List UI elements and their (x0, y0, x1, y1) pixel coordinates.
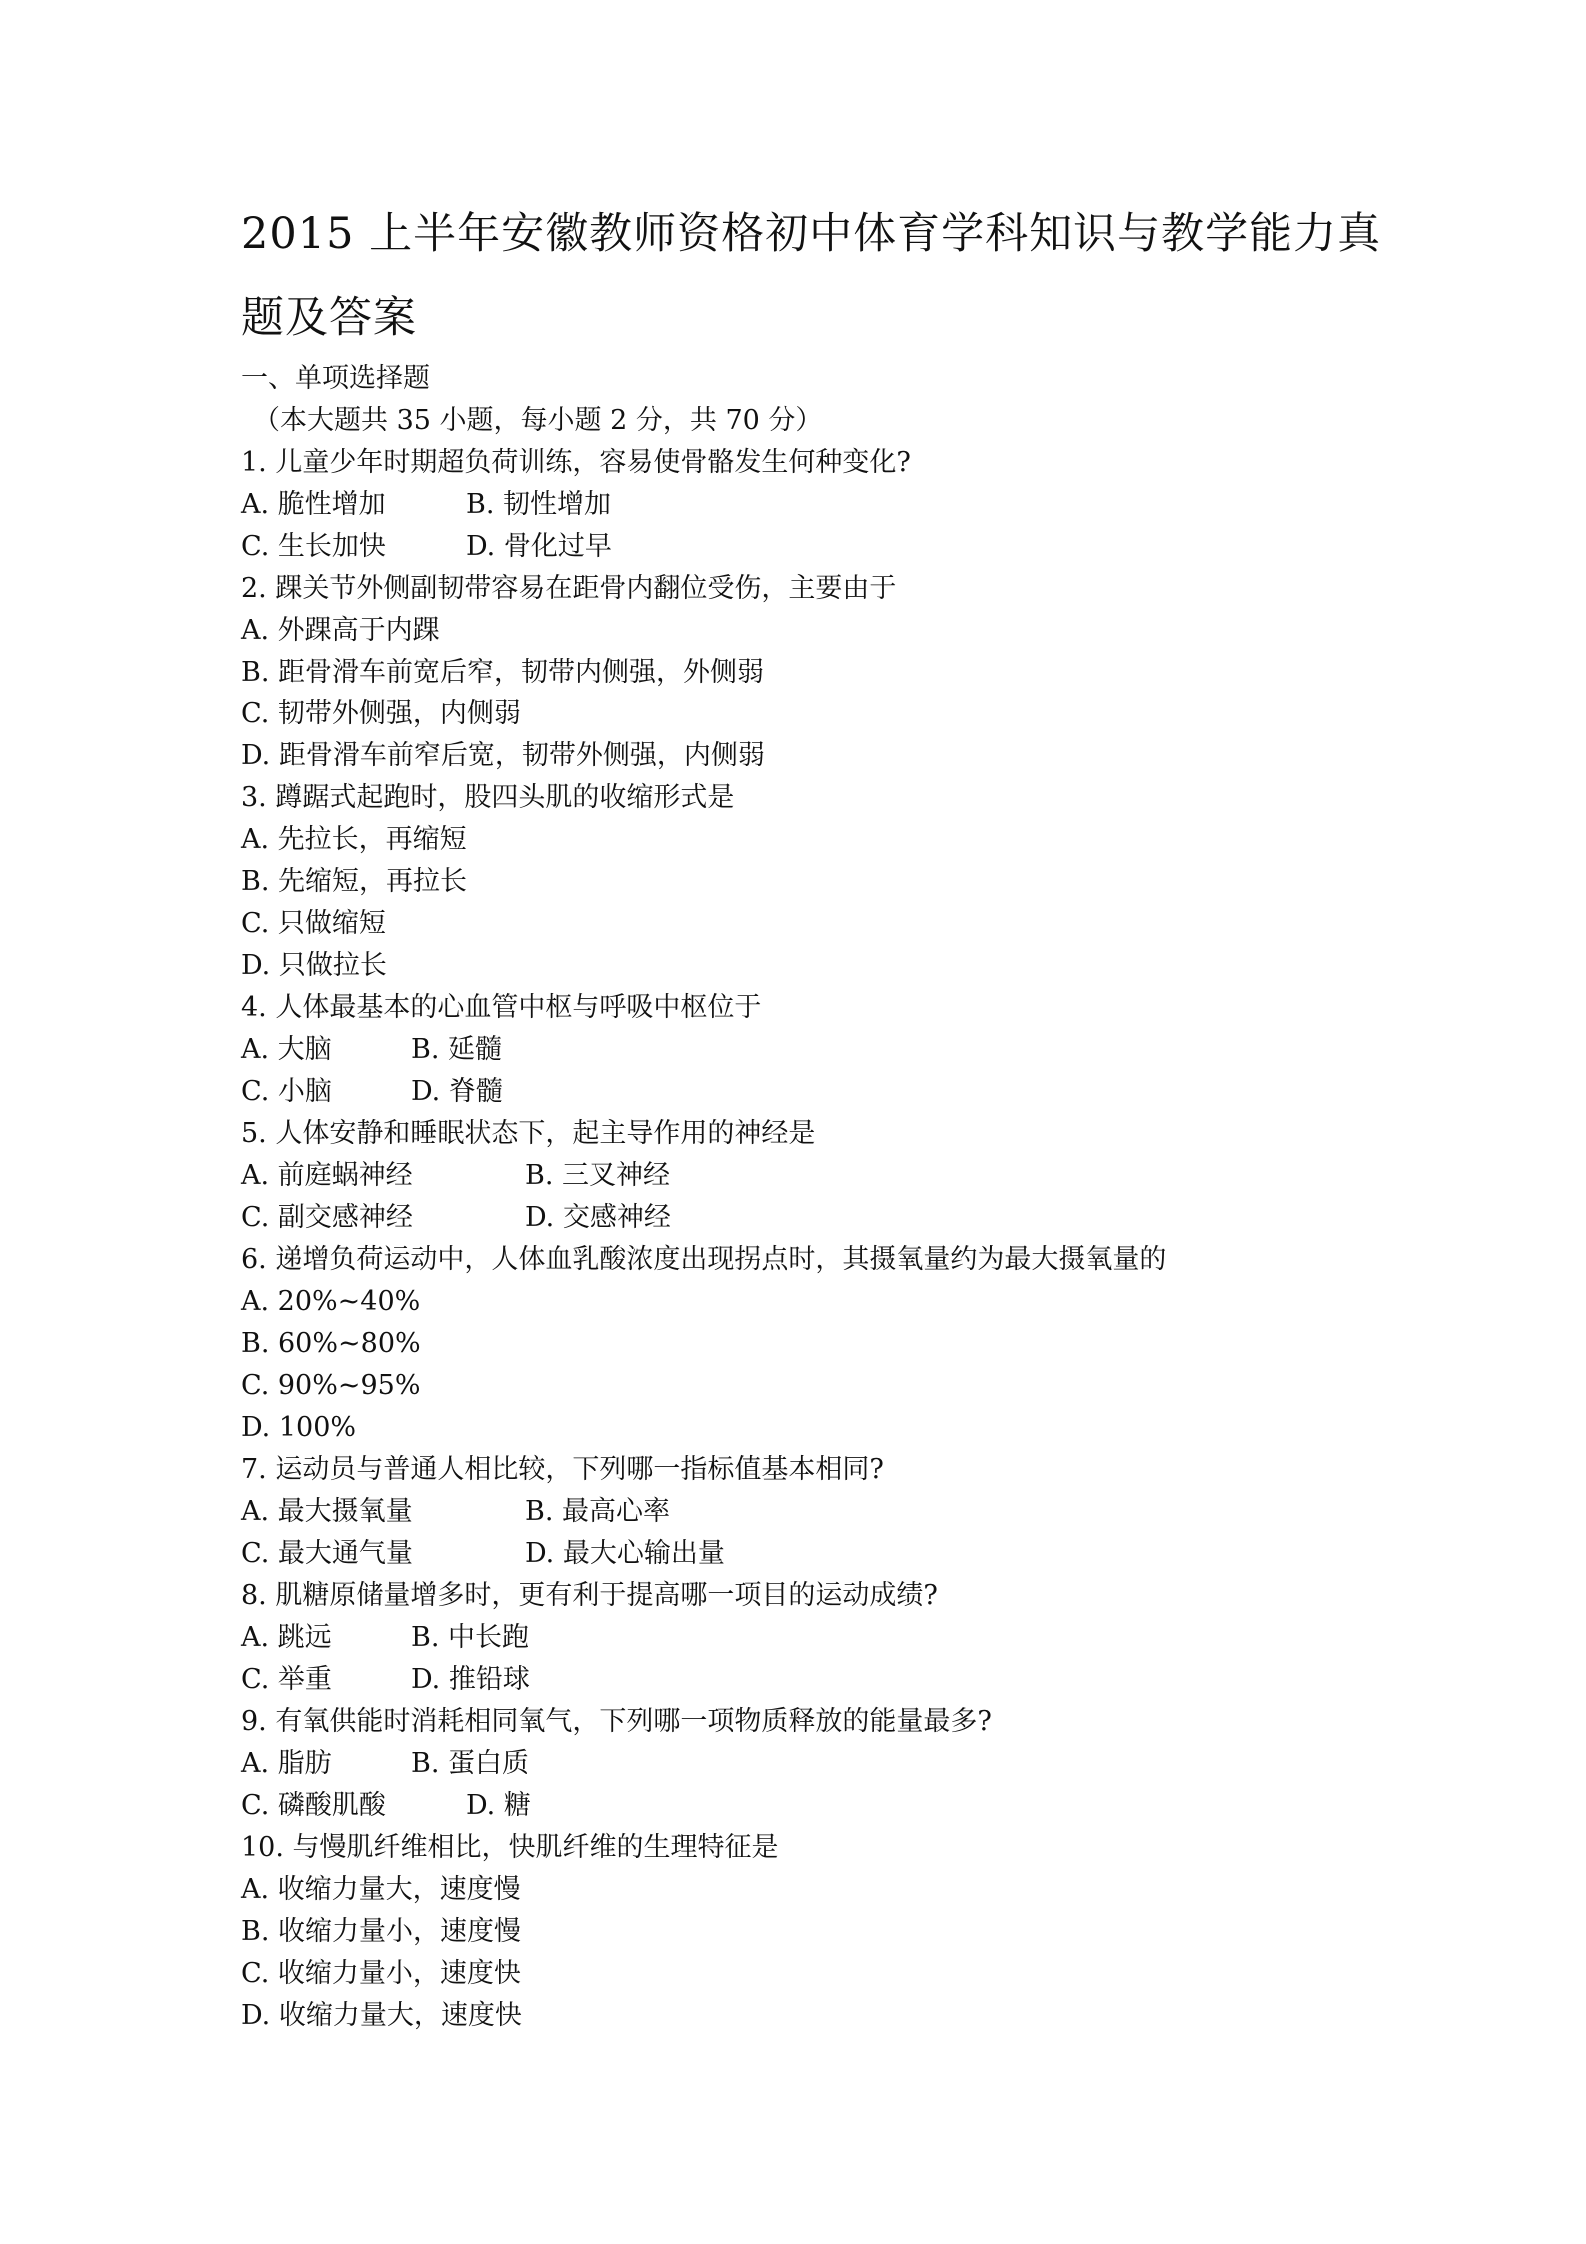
option: D. 收缩力量大，速度快 (241, 2000, 522, 2031)
section-heading: 一、单项选择题 (241, 363, 430, 394)
question-stem: 9. 有氧供能时消耗相同氧气，下列哪一项物质释放的能量最多? (241, 1706, 992, 1737)
option: D. 只做拉长 (241, 950, 387, 981)
question-stem: 3. 蹲踞式起跑时，股四头肌的收缩形式是 (241, 782, 735, 813)
question-stem: 2. 踝关节外侧副韧带容易在距骨内翻位受伤，主要由于 (241, 573, 897, 604)
question-stem: 5. 人体安静和睡眠状态下，起主导作用的神经是 (241, 1118, 816, 1149)
option-row (241, 1789, 531, 1823)
option: D. 糖 (466, 1790, 531, 1821)
option: B. 韧性增加 (466, 489, 612, 520)
option-row (241, 1747, 530, 1781)
option: C. 磷酸肌酸 (241, 1790, 386, 1821)
document-title-line-2: 题及答案 (241, 293, 417, 343)
option-row (241, 1621, 530, 1655)
option-row (241, 1159, 671, 1193)
option: B. 三叉神经 (525, 1160, 671, 1191)
option: D. 推铅球 (411, 1664, 530, 1695)
option: B. 中长跑 (411, 1622, 530, 1653)
option: D. 最大心输出量 (525, 1538, 725, 1569)
option: B. 距骨滑车前宽后窄，韧带内侧强，外侧弱 (241, 657, 765, 688)
option: A. 跳远 (241, 1622, 332, 1653)
option-row (241, 1033, 503, 1067)
option: B. 最高心率 (525, 1496, 671, 1527)
option: C. 小脑 (241, 1076, 332, 1107)
option-row (241, 1495, 671, 1529)
document-title-line-1: 2015 上半年安徽教师资格初中体育学科知识与教学能力真 (241, 209, 1382, 259)
option-row (241, 488, 612, 522)
option: A. 外踝高于内踝 (241, 615, 440, 646)
option: B. 先缩短，再拉长 (241, 866, 468, 897)
option: C. 只做缩短 (241, 908, 386, 939)
option: C. 举重 (241, 1664, 332, 1695)
question-stem: 8. 肌糖原储量增多时，更有利于提高哪一项目的运动成绩? (241, 1580, 938, 1611)
option: A. 脆性增加 (241, 489, 386, 520)
section-note: （本大题共 35 小题，每小题 2 分，共 70 分） (253, 405, 823, 436)
option: C. 收缩力量小，速度快 (241, 1958, 521, 1989)
question-stem: 4. 人体最基本的心血管中枢与呼吸中枢位于 (241, 992, 762, 1023)
option-row (241, 1537, 725, 1571)
option: A. 大脑 (241, 1034, 332, 1065)
option: C. 90%~95% (241, 1370, 421, 1401)
option: C. 生长加快 (241, 531, 386, 562)
question-stem: 1. 儿童少年时期超负荷训练，容易使骨骼发生何种变化? (241, 447, 911, 478)
option-row (241, 1663, 530, 1697)
question-stem: 6. 递增负荷运动中，人体血乳酸浓度出现拐点时，其摄氧量约为最大摄氧量的 (241, 1244, 1167, 1275)
question-stem: 10. 与慢肌纤维相比，快肌纤维的生理特征是 (241, 1832, 779, 1863)
option: D. 100% (241, 1412, 357, 1443)
option-row (241, 530, 612, 564)
option: B. 蛋白质 (411, 1748, 530, 1779)
option-row (241, 1201, 671, 1235)
option: B. 延髓 (411, 1034, 503, 1065)
option: C. 韧带外侧强，内侧弱 (241, 698, 521, 729)
option: C. 最大通气量 (241, 1538, 413, 1569)
option: A. 最大摄氧量 (241, 1496, 413, 1527)
option: A. 收缩力量大，速度慢 (241, 1874, 521, 1905)
question-stem: 7. 运动员与普通人相比较，下列哪一指标值基本相同? (241, 1454, 884, 1485)
option: A. 20%~40% (241, 1286, 421, 1317)
option: A. 先拉长，再缩短 (241, 824, 467, 855)
option: A. 前庭蜗神经 (241, 1160, 413, 1191)
option: D. 骨化过早 (466, 531, 612, 562)
option: C. 副交感神经 (241, 1202, 413, 1233)
option: D. 距骨滑车前窄后宽，韧带外侧强，内侧弱 (241, 740, 765, 771)
option: B. 60%~80% (241, 1328, 421, 1359)
option: A. 脂肪 (241, 1748, 332, 1779)
option-row (241, 1075, 503, 1109)
option: D. 交感神经 (525, 1202, 671, 1233)
option: B. 收缩力量小，速度慢 (241, 1916, 522, 1947)
option: D. 脊髓 (411, 1076, 503, 1107)
